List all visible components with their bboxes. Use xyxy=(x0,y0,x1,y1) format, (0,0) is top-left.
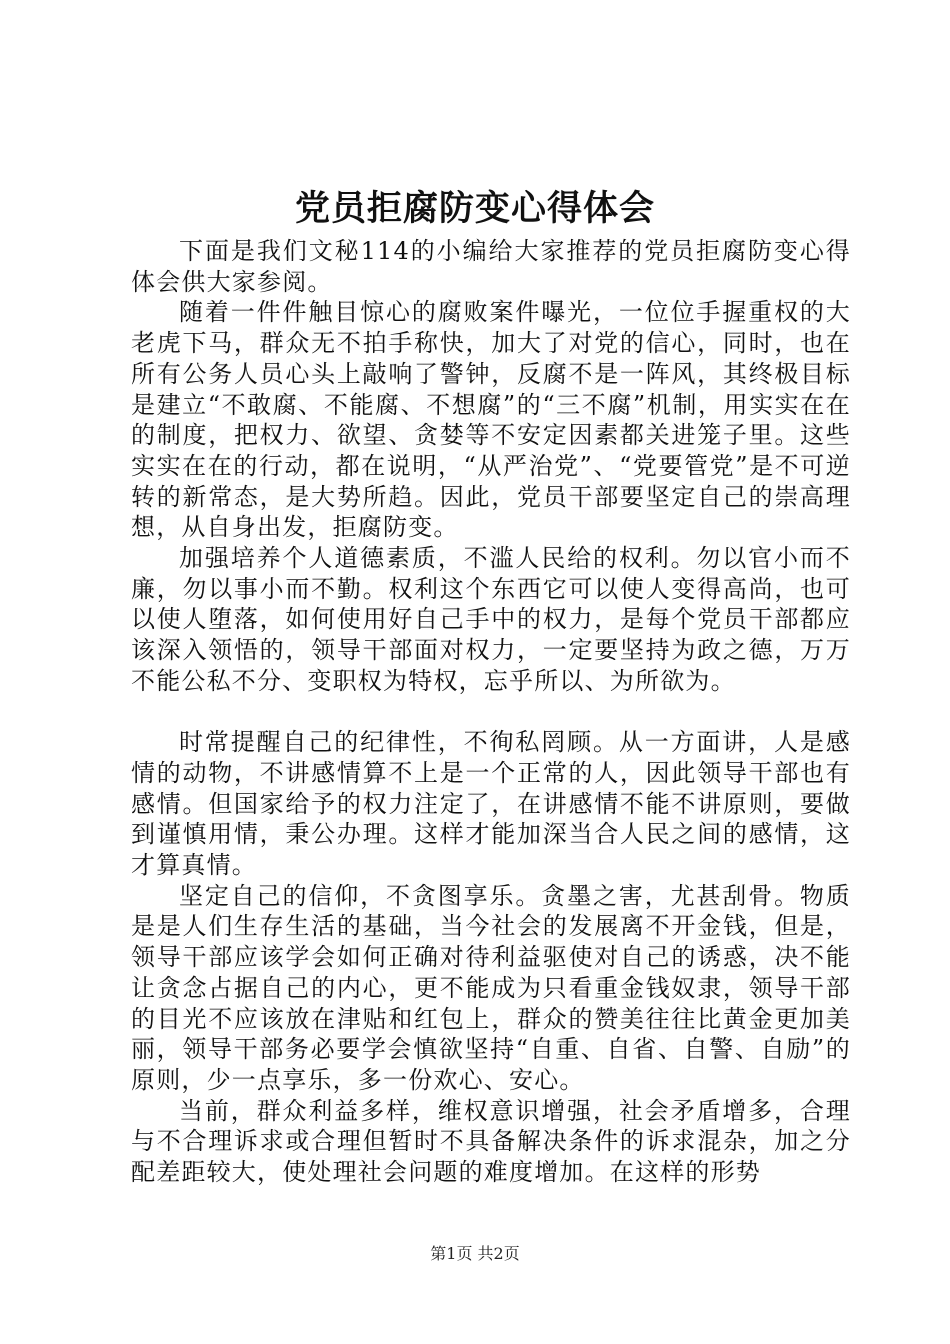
blank-line xyxy=(131,697,851,728)
paragraph-discipline: 时常提醒自己的纪律性，不徇私罔顾。从一方面讲，人是感情的动物，不讲感情算不上是一个正常的人，因此领导干部也有感情。但国家给予的权力注定了，在讲感情不能不讲原则，要做到谨慎用情，秉公办理。这样才能加深当合人民之间的感情，这才算真情。 xyxy=(131,728,851,880)
document-title: 党员拒腐防变心得体会 xyxy=(294,189,655,229)
paragraph-anti-corruption: 随着一件件触目惊心的腐败案件曝光，一位位手握重权的大老虎下马，群众无不拍手称快，加大了对党的信心，同时，也在所有公务人员心头上敲响了警钟，反腐不是一阵风，其终极目标是建立“不敢腐、不能腐、不想腐”的“三不腐”机制，用实实在在的制度，把权力、欲望、贪婪等不安定因素都关进笼子里。这些实实在在的行动，都在说明，“从严治党”、“党要管党”是不可逆转的新常态，是大势所趋。因此，党员干部要坚定自己的崇高理想，从自身出发，拒腐防变。 xyxy=(131,298,851,542)
page-number: 第1页 共2页 xyxy=(430,1244,520,1263)
document-body xyxy=(131,236,851,1188)
paragraph-belief: 坚定自己的信仰，不贪图享乐。贪墨之害，尤甚刮骨。物质是是人们生存生活的基础，当今社会的发展离不开金钱，但是，领导干部应该学会如何正确对待利益驱使对自己的诱惑，决不能让贪念占据自己的内心，更不能成为只看重金钱奴隶，领导干部的目光不应该放在津贴和红包上，群众的赞美往往比黄金更加美丽，领导干部务必要学会慎欲坚持“自重、自省、自警、自励”的原则，少一点享乐，多一份欢心、安心。 xyxy=(131,881,851,1094)
paragraph-intro: 下面是我们文秘114的小编给大家推荐的党员拒腐防变心得体会供大家参阅。 xyxy=(131,237,851,296)
paragraph-moral-quality: 加强培养个人道德素质，不滥人民给的权利。勿以官小而不廉，勿以事小而不勤。权利这个东西它可以使人变得高尚，也可以使人堕落，如何使用好自己手中的权力，是每个党员干部都应该深入领悟的，领导干部面对权力，一定要坚持为政之德，万万不能公私不分、变职权为特权，忘乎所以、为所欲为。 xyxy=(131,544,851,695)
paragraph-current-situation: 当前，群众利益多样，维权意识增强，社会矛盾增多，合理与不合理诉求或合理但暂时不具备解决条件的诉求混杂，加之分配差距较大，使处理社会问题的难度增加。在这样的形势 xyxy=(131,1096,851,1187)
